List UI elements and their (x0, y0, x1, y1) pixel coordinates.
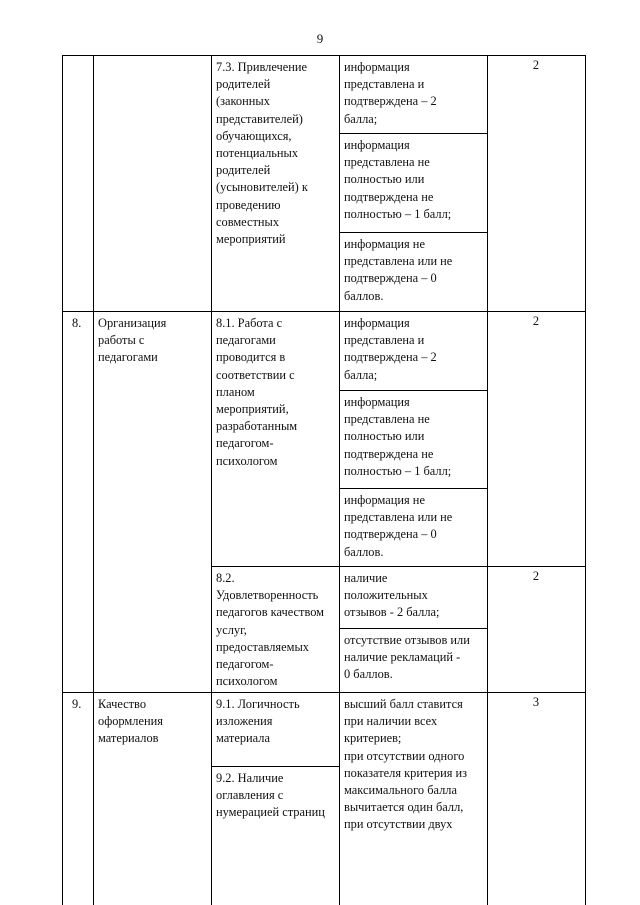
indicator-text: 8.1. Работа с педагогами проводится в соответствии с планом мероприятий, разработанным педагогом- психологом (216, 316, 298, 468)
criterion-text: Организация работы с педагогами (98, 316, 167, 365)
table-border-top (62, 55, 586, 56)
cell-divider (340, 232, 488, 233)
cell-divider (340, 628, 488, 629)
cell-divider (340, 133, 488, 134)
table-border-left (62, 55, 63, 905)
indicator-text: 7.3. Привлечение родителей (законных представителей) обучающихся, потенциальных родителей (усыновителей) к проведению совместных мероприятий (216, 60, 308, 247)
evaluation-text: информация не представлена или не подтверждена – 0 баллов. (344, 493, 453, 559)
cell-divider (340, 390, 488, 391)
row-number: 9. (72, 697, 82, 711)
cell-divider (212, 766, 340, 767)
table-column-divider (339, 55, 340, 905)
evaluation-text: информация представлена и подтверждена – 2 балла; (344, 316, 437, 382)
evaluation-text: высший балл ставится при наличии всех критериев; при отсутствии одного показателя критерия из максимального балла вычитается один балл, при отсутствии двух (344, 697, 468, 832)
indicator-text: 8.2. Удовлетворенность педагогов качеством услуг, предоставляемых педагогом- психологом (216, 571, 325, 689)
table-column-divider (211, 55, 212, 905)
page-number: 9 (316, 31, 324, 46)
evaluation-text: отсутствие отзывов или наличие рекламаций - 0 баллов. (344, 633, 470, 682)
evaluation-text: наличие положительных отзывов - 2 балла; (344, 571, 440, 620)
row-number: 8. (72, 316, 82, 330)
indicator-text: 9.2. Наличие оглавления с нумерацией страниц (216, 771, 325, 820)
evaluation-text: информация не представлена или не подтверждена – 0 баллов. (344, 237, 453, 303)
criterion-text: Качество оформления материалов (98, 697, 163, 746)
table-border-right (585, 55, 586, 905)
table-column-divider (487, 55, 488, 905)
cell-divider (340, 488, 488, 489)
criteria-table (62, 55, 586, 905)
evaluation-text: информация представлена не полностью или подтверждена не полностью – 1 балл; (344, 138, 452, 221)
score-value: 2 (532, 314, 540, 328)
evaluation-text: информация представлена и подтверждена – 2 балла; (344, 60, 437, 126)
score-value: 2 (532, 58, 540, 72)
row-divider (62, 311, 586, 312)
score-value: 3 (532, 695, 540, 709)
score-value: 2 (532, 569, 540, 583)
cell-divider (212, 566, 586, 567)
row-divider (62, 692, 586, 693)
table-column-divider (93, 55, 94, 905)
indicator-text: 9.1. Логичность изложения материала (216, 697, 300, 746)
evaluation-text: информация представлена не полностью или подтверждена не полностью – 1 балл; (344, 395, 452, 478)
